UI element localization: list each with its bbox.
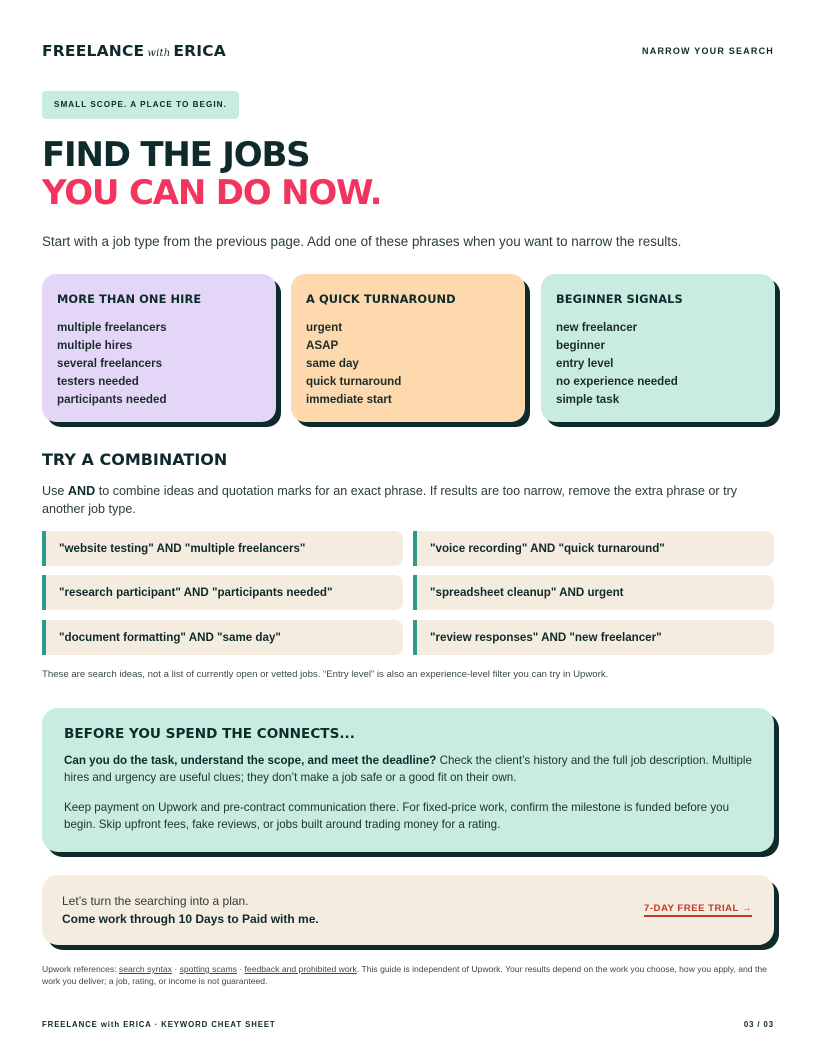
card-title: BEGINNER SIGNALS [556,292,683,306]
search-combination: "document formatting" AND "same day" [42,620,403,655]
keyword-list [556,319,760,409]
keyword-item: no experience needed [556,375,678,388]
card-beginner-signals [541,274,775,422]
brand-left: FREELANCE [42,42,145,60]
connects-title: BEFORE YOU SPEND THE CONNECTS... [64,726,355,742]
keyword-item: quick turnaround [306,375,402,388]
search-combination: "research participant" AND "participants needed" [42,575,403,610]
connects-callout [42,708,774,852]
cta-line-2: Come work through 10 Days to Paid with me. [62,912,319,926]
header [42,42,774,62]
link-feedback-prohibited-work[interactable]: feedback and prohibited work [244,964,357,974]
refs-prefix: Upwork references: [42,964,119,974]
keyword-item: same day [306,357,359,370]
keyword-item: multiple freelancers [57,321,167,334]
cta-banner [42,875,774,945]
brand-logo[interactable] [42,42,226,60]
keyword-list [306,319,510,409]
card-title: A QUICK TURNAROUND [306,292,456,306]
headline-line-2: YOU CAN DO NOW. [42,173,382,213]
page-number: 03 / 03 [743,1020,774,1029]
combination-description [42,482,778,518]
keyword-item: participants needed [57,393,167,406]
intro-text: Start with a job type from the previous page. Add one of these phrases when you want to narrow the results. [42,234,682,249]
card-quick-turnaround [291,274,525,422]
search-combination: "voice recording" AND "quick turnaround" [413,531,774,566]
search-combination: "review responses" AND "new freelancer" [413,620,774,655]
keyword-item: immediate start [306,393,392,406]
connects-question: Can you do the task, understand the scope, and meet the deadline? [64,754,437,767]
keyword-item: ASAP [306,339,339,352]
free-trial-link[interactable]: 7-DAY FREE TRIAL → [644,903,752,917]
keyword-item: multiple hires [57,339,133,352]
headline-line-1: FIND THE JOBS [42,135,310,175]
connects-paragraph-2: Keep payment on Upwork and pre-contract communication there. For fixed-price work, confirm the milestone is funded before you begin. Skip upfront fees, fake reviews, or jobs built around trading money for a rating. [64,801,730,831]
connects-paragraph-1 [64,752,752,786]
disclaimer-text: These are search ideas, not a list of currently open or vetted jobs. “Entry level” is also an experience-level filter you can try in Upwork. [42,669,609,680]
combination-desc-prefix: Use [42,484,68,498]
combination-desc-suffix: to combine ideas and quotation marks for an exact phrase. If results are too narrow, remove the extra phrase or try another job type. [42,484,738,516]
nav-link-narrow-search[interactable]: NARROW YOUR SEARCH [642,46,774,56]
keyword-item: several freelancers [57,357,163,370]
keyword-item: beginner [556,339,605,352]
search-combination: "spreadsheet cleanup" AND urgent [413,575,774,610]
link-spotting-scams[interactable]: spotting scams [179,964,237,974]
connects-paragraph-1-rest: Check the client’s history and the full job description. Multiple hires and urgency are useful clues; they don’t make a job safe or a good fit on their own. [64,754,752,784]
section-tag: SMALL SCOPE. A PLACE TO BEGIN. [42,91,239,119]
keyword-item: testers needed [57,375,139,388]
keyword-item: entry level [556,357,614,370]
cta-line-1: Let’s turn the searching into a plan. [62,894,249,908]
keyword-item: urgent [306,321,343,334]
references [42,963,778,987]
card-title: MORE THAN ONE HIRE [57,292,202,306]
brand-with: with [147,48,171,59]
footer-title: FREELANCE with ERICA · KEYWORD CHEAT SHEET [42,1020,276,1029]
keyword-list [57,319,261,409]
link-search-syntax[interactable]: search syntax [118,964,172,974]
keyword-item: new freelancer [556,321,638,334]
combination-desc-bold: AND [67,484,96,498]
combination-title: TRY A COMBINATION [42,450,228,469]
search-combination: "website testing" AND "multiple freelancers" [42,531,403,566]
brand-right: ERICA [173,42,227,60]
refs-suffix: . This guide is independent of Upwork. Your results depend on the work you choose, how you apply, and the work you deliver; a job, rating, or income is not guaranteed. [42,964,767,986]
card-more-than-one-hire [42,274,276,422]
refs-separator: · [171,964,180,974]
keyword-item: simple task [556,393,620,406]
refs-separator: · [236,964,245,974]
